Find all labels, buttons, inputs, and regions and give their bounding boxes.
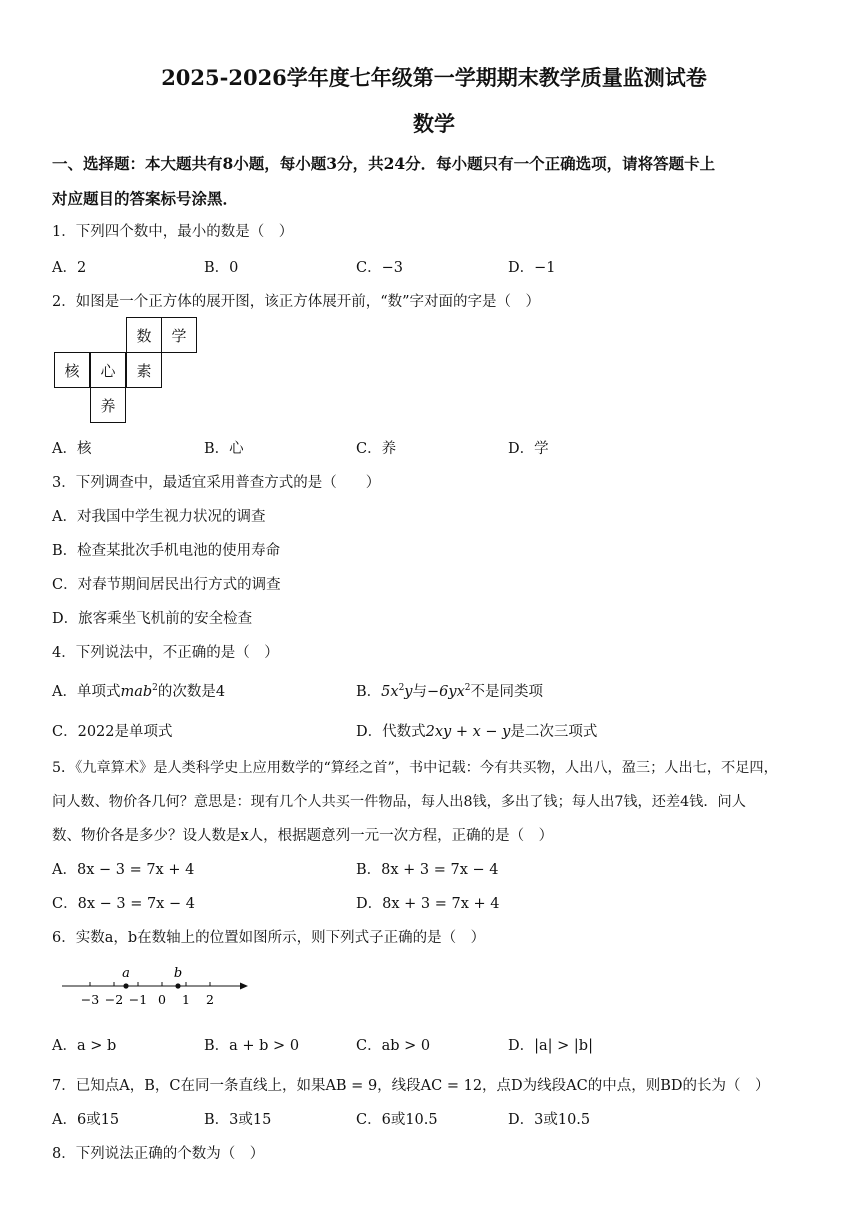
q6-stem: 6．实数a，b在数轴上的位置如图所示，则下列式子正确的是（ ） — [52, 930, 486, 946]
q2-option-a: A．核 — [52, 441, 92, 457]
q4-a-expr: mab — [120, 684, 153, 700]
q4-stem: 4．下列说法中，不正确的是（ ） — [52, 645, 279, 661]
q1-option-c: C．−3 — [356, 260, 403, 276]
q4-option-c: C．2022是单项式 — [52, 724, 173, 740]
q3-option-c: C．对春节期间居民出行方式的调查 — [52, 577, 281, 593]
q8-stem: 8．下列说法正确的个数为（ ） — [52, 1146, 265, 1162]
section-heading-line2: 对应题目的答案标号涂黑． — [52, 189, 239, 208]
net-cell-su: 素 — [126, 352, 162, 388]
q4-b-suffix: 不是同类项 — [470, 684, 543, 700]
q4-a-suffix: 的次数是4 — [157, 684, 226, 700]
subject-title: 数学 — [413, 111, 455, 136]
q1-option-b: B．0 — [204, 260, 239, 276]
q5-line1: 5．《九章算术》是人类科学史上应用数学的“算经之首”，书中记载：今有共买物，人出八，盈三；人出七，不足四， — [52, 760, 778, 776]
q4-b-term1: 5x — [381, 684, 399, 700]
q1-stem: 1．下列四个数中，最小的数是（ ） — [52, 224, 294, 240]
q3-stem: 3．下列调查中，最适宜采用普查方式的是（ ） — [52, 475, 381, 491]
net-cell-he: 核 — [54, 352, 90, 388]
q4-b-prefix: B． — [356, 684, 382, 700]
tick-label: −1 — [128, 992, 148, 1007]
q2-option-d: D．学 — [508, 441, 549, 457]
exam-title: 2025-2026学年度七年级第一学期期末教学质量监测试卷 — [161, 65, 707, 90]
q4-option-b — [356, 680, 543, 701]
q2-option-c: C．养 — [356, 441, 397, 457]
cube-net-figure — [54, 317, 204, 427]
point-b-label: b — [173, 966, 183, 981]
net-cell-xue: 学 — [161, 317, 197, 353]
q4-option-a — [52, 680, 225, 701]
tick-label: 1 — [182, 992, 190, 1007]
q1-option-d: D．−1 — [508, 260, 556, 276]
q5-option-a: A．8x − 3 = 7x + 4 — [52, 862, 195, 878]
q4-d-expr: 2xy + x − y — [425, 724, 511, 740]
number-line-arrow — [240, 983, 248, 990]
point-a-dot — [123, 983, 128, 988]
q2-option-b: B．心 — [204, 441, 244, 457]
q7-stem: 7．已知点A，B，C在同一条直线上，如果AB = 9，线段AC = 12，点D为线段AC的中点，则BD的长为（ ） — [52, 1078, 770, 1094]
q6-option-c: C．ab > 0 — [356, 1038, 431, 1054]
q4-b-term1-y: y — [404, 684, 413, 700]
q4-d-suffix: 是二次三项式 — [510, 724, 598, 740]
number-line-figure — [52, 962, 252, 1012]
tick-label: −3 — [80, 992, 100, 1007]
q4-b-term2-exp: 2 — [464, 683, 471, 694]
q6-option-b: B．a + b > 0 — [204, 1038, 300, 1054]
q5-option-c: C．8x − 3 = 7x − 4 — [52, 896, 195, 912]
q5-option-d: D．8x + 3 = 7x + 4 — [356, 896, 500, 912]
q7-option-a: A．6或15 — [52, 1112, 120, 1128]
q5-line3: 数、物价各是多少？设人数是x人，根据题意列一元一次方程，正确的是（ ） — [52, 828, 554, 844]
q7-option-c: C．6或10.5 — [356, 1112, 438, 1128]
q3-option-a: A．对我国中学生视力状况的调查 — [52, 509, 266, 525]
tick-label: 0 — [158, 992, 166, 1007]
point-b-dot — [175, 983, 180, 988]
q4-option-d — [356, 720, 597, 741]
q5-line2: 问人数、物价各几何？意思是：现有几个人共买一件物品，每人出8钱，多出了钱；每人出7钱，还差4钱．问人 — [52, 794, 746, 810]
q5-option-b: B．8x + 3 = 7x − 4 — [356, 862, 499, 878]
q1-option-a: A．2 — [52, 260, 87, 276]
q4-d-prefix: D．代数式 — [356, 724, 426, 740]
q4-b-term1-exp: 2 — [398, 683, 405, 694]
q3-option-d: D．旅客乘坐飞机前的安全检查 — [52, 611, 253, 627]
q6-option-d: D．|a| > |b| — [508, 1038, 593, 1054]
q4-b-mid: 与 — [412, 684, 427, 700]
q7-option-b: B．3或15 — [204, 1112, 272, 1128]
tick-label: −2 — [104, 992, 124, 1007]
net-cell-shu: 数 — [126, 317, 162, 353]
q4-b-term2: −6yx — [427, 684, 465, 700]
net-cell-yang: 养 — [90, 387, 126, 423]
section-heading-line1: 一、选择题：本大题共有8小题，每小题3分，共24分．每小题只有一个正确选项，请将答题卡上 — [52, 154, 716, 173]
q4-a-prefix: A．单项式 — [52, 684, 121, 700]
net-cell-xin: 心 — [90, 352, 126, 388]
q2-stem: 2．如图是一个正方体的展开图，该正方体展开前，“数”字对面的字是（ ） — [52, 294, 541, 310]
q4-a-exp: 2 — [152, 683, 158, 694]
q3-option-b: B．检查某批次手机电池的使用寿命 — [52, 543, 281, 559]
q7-option-d: D．3或10.5 — [508, 1112, 591, 1128]
q6-option-a: A．a > b — [52, 1038, 117, 1054]
point-a-label: a — [122, 966, 130, 981]
tick-label: 2 — [206, 992, 214, 1007]
